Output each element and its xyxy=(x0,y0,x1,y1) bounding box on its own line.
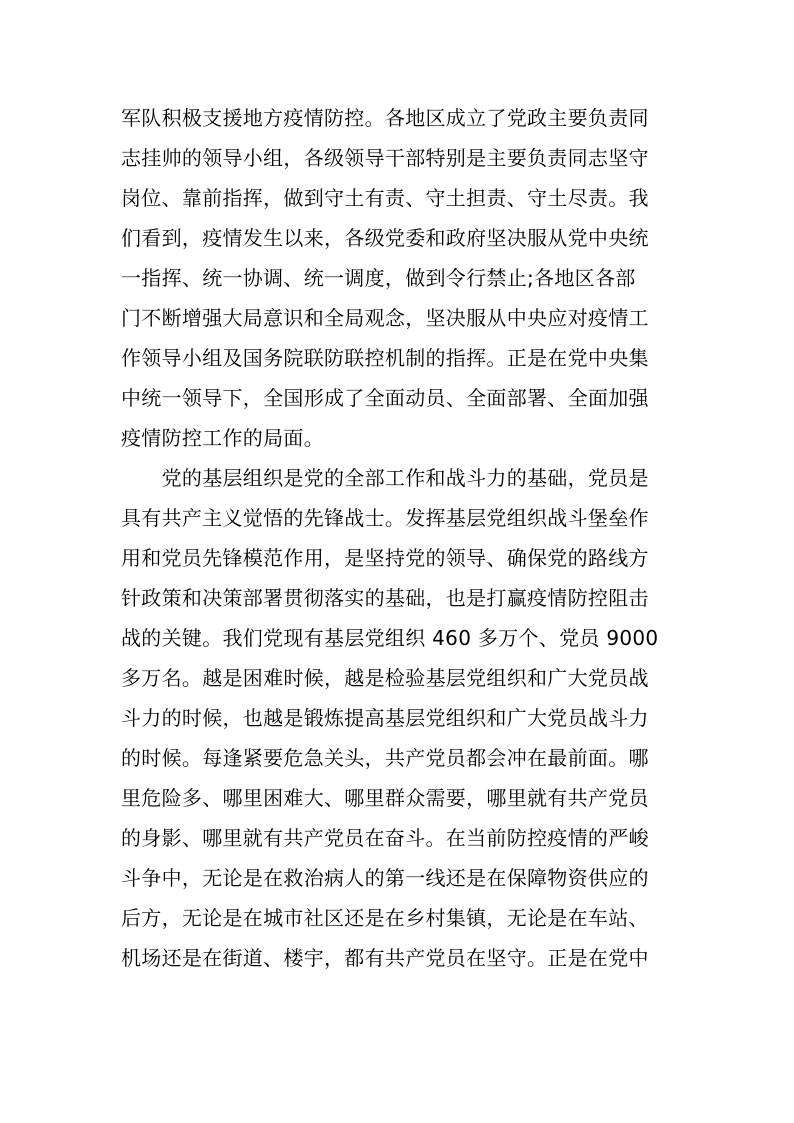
text-line-17: 的时候。每逢紧要危急关头，共产党员都会冲在最前面。哪 xyxy=(121,746,649,770)
text-line-15: 多万名。越是困难时候，越是检验基层党组织和广大党员战 xyxy=(121,666,649,690)
text-line-6: 门不断增强大局意识和全局观念，坚决服从中央应对疫情工 xyxy=(121,306,649,330)
text-line-22: 机场还是在街道、楼宇，都有共产党员在坚守。正是在党中 xyxy=(121,946,649,970)
text-line-2: 志挂帅的领导小组，各级领导干部特别是主要负责同志坚守 xyxy=(121,146,649,170)
text-line-5: 一指挥、统一协调、统一调度，做到令行禁止;各地区各部 xyxy=(121,266,636,290)
body-text xyxy=(121,98,691,978)
text-line-19: 的身影、哪里就有共产党员在奋斗。在当前防控疫情的严峻 xyxy=(121,826,649,850)
text-line-11: 具有共产主义觉悟的先锋战士。发挥基层党组织战斗堡垒作 xyxy=(121,506,649,530)
text-line-12: 用和党员先锋模范作用，是坚持党的领导、确保党的路线方 xyxy=(121,546,649,570)
text-line-4: 们看到，疫情发生以来，各级党委和政府坚决服从党中央统 xyxy=(121,226,649,250)
text-line-20: 斗争中，无论是在救治病人的第一线还是在保障物资供应的 xyxy=(121,866,649,890)
text-line-18: 里危险多、哪里困难大、哪里群众需要，哪里就有共产党员 xyxy=(121,786,649,810)
text-line-9: 疫情防控工作的局面。 xyxy=(121,426,324,450)
text-line-1: 军队积极支援地方疫情防控。各地区成立了党政主要负责同 xyxy=(121,106,649,130)
text-line-10: 党的基层组织是党的全部工作和战斗力的基础，党员是 xyxy=(121,466,649,490)
text-line-14: 战的关键。我们党现有基层党组织 460 多万个、党员 9000 xyxy=(121,626,659,650)
text-line-7: 作领导小组及国务院联防联控机制的指挥。正是在党中央集 xyxy=(121,346,649,370)
text-line-16: 斗力的时候，也越是锻炼提高基层党组织和广大党员战斗力 xyxy=(121,706,649,730)
text-line-13: 针政策和决策部署贯彻落实的基础，也是打赢疫情防控阻击 xyxy=(121,586,649,610)
text-line-21: 后方，无论是在城市社区还是在乡村集镇，无论是在车站、 xyxy=(121,906,649,930)
text-line-3: 岗位、靠前指挥，做到守土有责、守土担责、守土尽责。我 xyxy=(121,186,649,210)
text-line-8: 中统一领导下，全国形成了全面动员、全面部署、全面加强 xyxy=(121,386,649,410)
